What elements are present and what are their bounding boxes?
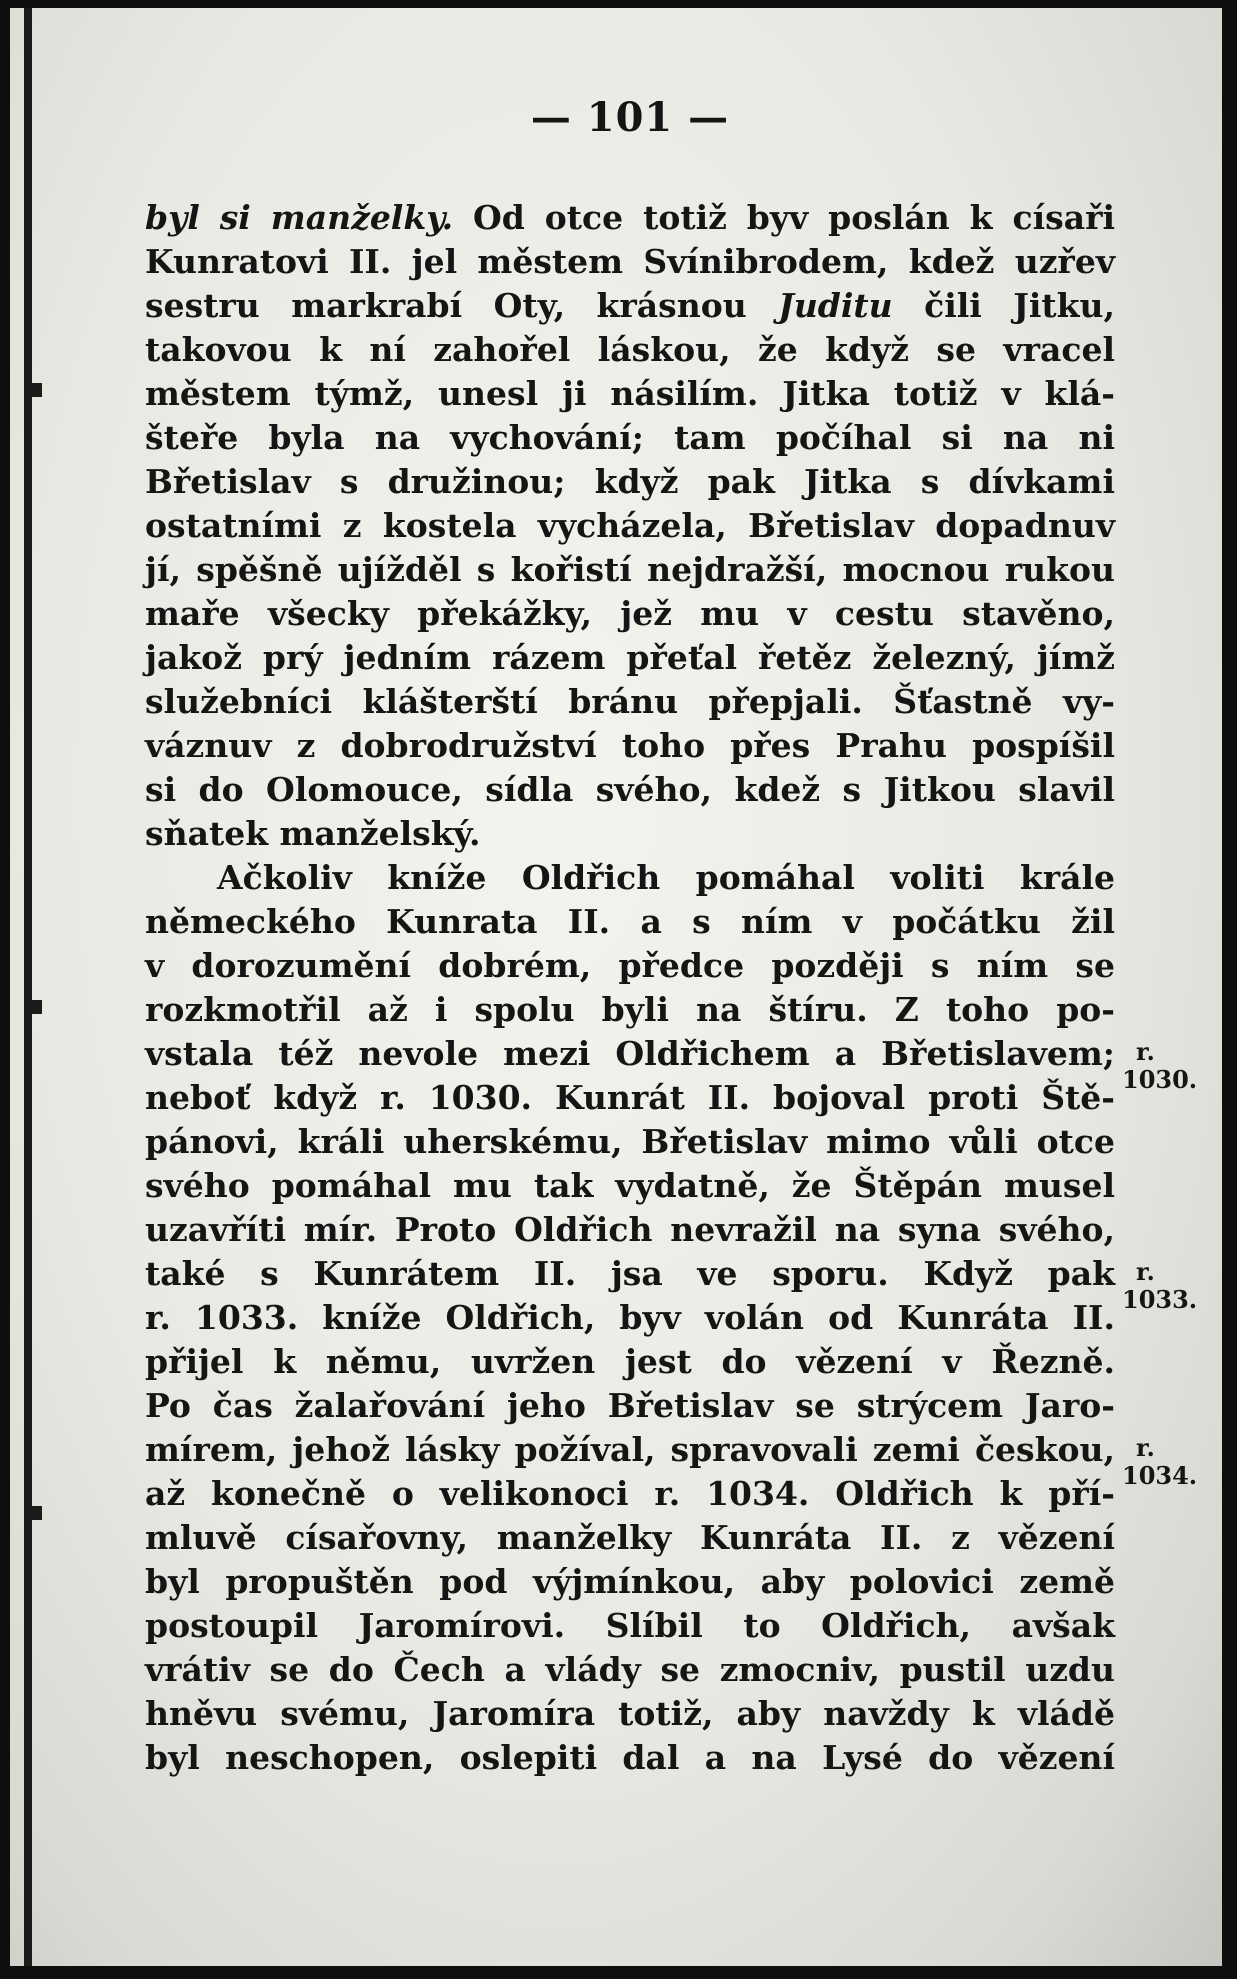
text-line: šteře byla na vychování; tam počíhal si na ni — [145, 418, 1115, 457]
text-line: městem týmž, unesl ji násilím. Jitka totiž v klá- — [145, 374, 1115, 413]
margin-note-year — [1122, 1434, 1222, 1490]
text-fragment: Od otce totiž byv poslán k císaři — [453, 198, 1115, 237]
binding-mark — [32, 383, 42, 397]
text-line: uzavříti mír. Proto Oldřich nevražil na syna svého, — [145, 1210, 1115, 1249]
text-line: jakož prý jedním rázem přeťal řetěz železný, jímž — [145, 638, 1115, 677]
text-line: r. 1033. kníže Oldřich, byv volán od Kunráta II. — [145, 1298, 1115, 1337]
italic-name: Juditu — [778, 286, 893, 325]
text-fragment: čili Jitku, — [892, 286, 1115, 325]
binding-mark — [32, 1000, 42, 1014]
text-line: německého Kunrata II. a s ním v počátku žil — [145, 902, 1115, 941]
binding-mark — [32, 1506, 42, 1520]
page-number: — 101 — — [530, 94, 730, 141]
text-line: váznuv z dobrodružství toho přes Prahu pospíšil — [145, 726, 1115, 765]
text-line: Kunratovi II. jel městem Svínibrodem, kdež uzřev — [145, 242, 1115, 281]
text-line: si do Olomouce, sídla svého, kdež s Jitkou slavil — [145, 770, 1115, 809]
text-line: postoupil Jaromírovi. Slíbil to Oldřich, avšak — [145, 1606, 1115, 1645]
text-fragment: sestru markrabí Oty, krásnou — [145, 286, 779, 325]
margin-note-prefix: r. — [1136, 1257, 1155, 1286]
text-line: ostatními z kostela vycházela, Břetislav dopadnuv — [145, 506, 1115, 545]
text-line: až konečně o velikonoci r. 1034. Oldřich k pří- — [145, 1474, 1115, 1513]
text-line: služebníci klášterští bránu přepjali. Šťastně vy- — [145, 682, 1115, 721]
margin-note-prefix: r. — [1136, 1433, 1155, 1462]
text-line: přijel k němu, uvržen jest do vězení v Řezně. — [145, 1342, 1115, 1381]
text-line: sňatek manželský. — [145, 814, 481, 853]
margin-note-year — [1122, 1258, 1222, 1314]
text-line: pánovi, králi uherskému, Břetislav mimo vůli otce — [145, 1122, 1115, 1161]
body-text — [145, 196, 1115, 1780]
text-line: maře všecky překážky, jež mu v cestu stavěno, — [145, 594, 1115, 633]
margin-note-value: 1034. — [1122, 1461, 1198, 1490]
text-line: neboť když r. 1030. Kunrát II. bojoval proti Ště- — [145, 1078, 1115, 1117]
text-line: jí, spěšně ujížděl s kořistí nejdražší, mocnou rukou — [145, 550, 1115, 589]
paragraph-start-line: Ačkoliv kníže Oldřich pomáhal voliti krále — [217, 858, 1115, 897]
text-line: Břetislav s družinou; když pak Jitka s dívkami — [145, 462, 1115, 501]
text-line: byl propuštěn pod výjmínkou, aby polovici země — [145, 1562, 1115, 1601]
text-line: takovou k ní zahořel láskou, že když se vracel — [145, 330, 1115, 369]
page-spine-edge — [24, 8, 32, 1966]
margin-note-prefix: r. — [1136, 1037, 1155, 1066]
margin-note-year — [1122, 1038, 1222, 1094]
text-line: mírem, jehož lásky požíval, spravovali zemi českou, — [145, 1430, 1115, 1469]
margin-note-value: 1033. — [1122, 1285, 1198, 1314]
book-page — [10, 8, 1222, 1966]
text-line — [145, 196, 1115, 240]
text-line: vrátiv se do Čech a vlády se zmocniv, pustil uzdu — [145, 1650, 1115, 1689]
text-line: svého pomáhal mu tak vydatně, že Štěpán musel — [145, 1166, 1115, 1205]
text-line: Po čas žalařování jeho Břetislav se strýcem Jaro- — [145, 1386, 1115, 1425]
text-line: mluvě císařovny, manželky Kunráta II. z vězení — [145, 1518, 1115, 1557]
text-line: rozkmotřil až i spolu byli na štíru. Z toho po- — [145, 990, 1115, 1029]
text-line — [145, 284, 1115, 328]
margin-note-value: 1030. — [1122, 1065, 1198, 1094]
italic-phrase: byl si manželky. — [145, 198, 454, 237]
text-line: v dorozumění dobrém, předce později s ním se — [145, 946, 1115, 985]
text-line: vstala též nevole mezi Oldřichem a Břetislavem; — [145, 1034, 1115, 1073]
text-line: také s Kunrátem II. jsa ve sporu. Když pak — [145, 1254, 1115, 1293]
text-line: hněvu svému, Jaromíra totiž, aby navždy k vládě — [145, 1694, 1115, 1733]
text-line: byl neschopen, oslepiti dal a na Lysé do vězení — [145, 1738, 1115, 1777]
